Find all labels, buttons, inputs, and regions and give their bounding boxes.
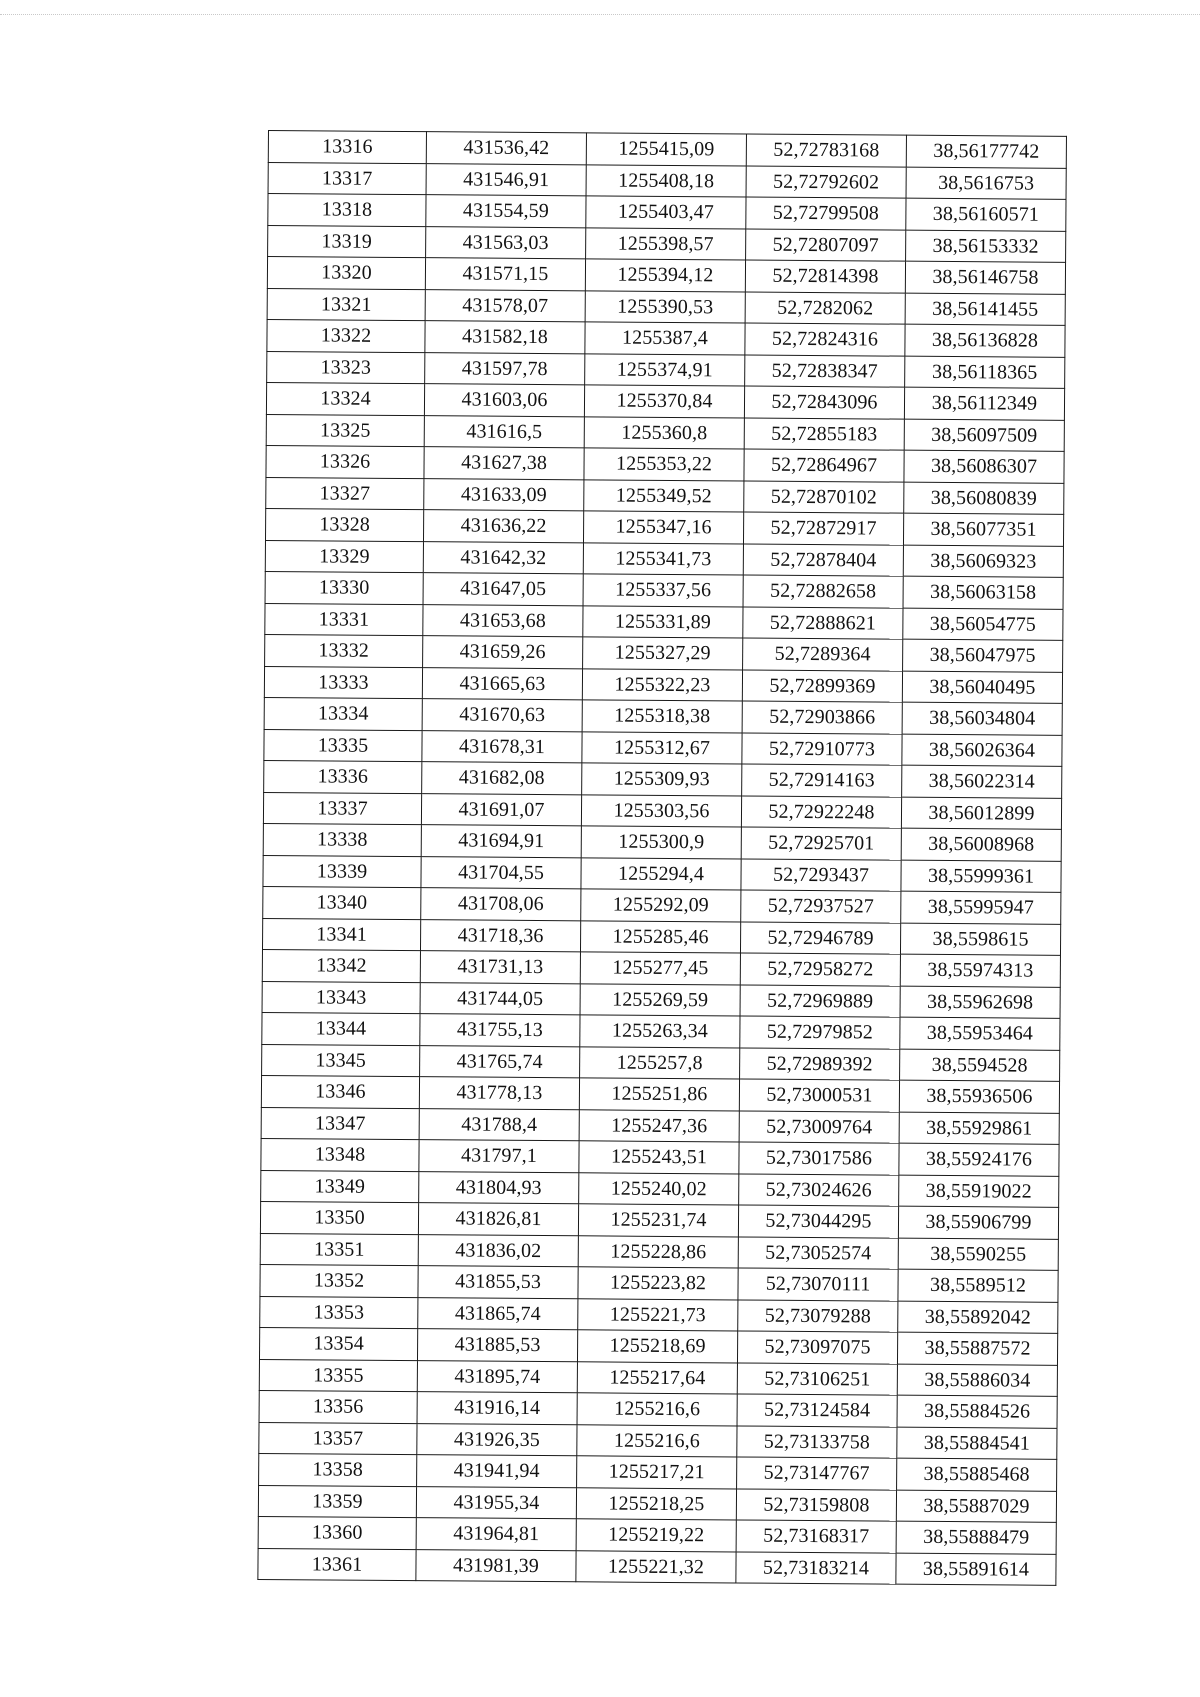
longitude-cell: 38,55884526: [897, 1395, 1057, 1428]
coordinates-table: [257, 130, 1067, 1586]
point-number-cell: 13353: [260, 1296, 418, 1329]
y-coordinate-cell: 1255394,12: [585, 259, 745, 292]
x-coordinate-cell: 431704,55: [421, 856, 581, 889]
y-coordinate-cell: 1255353,22: [584, 448, 744, 481]
latitude-cell: 52,7282062: [745, 292, 905, 325]
longitude-cell: 38,55936506: [899, 1080, 1059, 1113]
point-number-cell: 13327: [266, 477, 424, 510]
point-number-cell: 13332: [265, 634, 423, 667]
y-coordinate-cell: 1255263,34: [580, 1015, 740, 1048]
x-coordinate-cell: 431554,59: [426, 195, 586, 228]
x-coordinate-cell: 431670,63: [422, 699, 582, 732]
y-coordinate-cell: 1255216,6: [577, 1424, 737, 1457]
x-coordinate-cell: 431778,13: [419, 1077, 579, 1110]
y-coordinate-cell: 1255403,47: [586, 196, 746, 229]
latitude-cell: 52,72946789: [740, 921, 900, 954]
x-coordinate-cell: 431603,06: [424, 384, 584, 417]
longitude-cell: 38,55886034: [897, 1364, 1057, 1397]
latitude-cell: 52,72937527: [741, 890, 901, 923]
y-coordinate-cell: 1255349,52: [584, 479, 744, 512]
longitude-cell: 38,55892042: [898, 1301, 1058, 1334]
point-number-cell: 13359: [258, 1485, 416, 1518]
longitude-cell: 38,5598615: [900, 923, 1060, 956]
y-coordinate-cell: 1255257,8: [580, 1046, 740, 1079]
x-coordinate-cell: 431694,91: [421, 825, 581, 858]
y-coordinate-cell: 1255300,9: [581, 826, 741, 859]
x-coordinate-cell: 431563,03: [426, 226, 586, 259]
x-coordinate-cell: 431708,06: [421, 888, 581, 921]
longitude-cell: 38,56097509: [904, 419, 1064, 452]
x-coordinate-cell: 431682,08: [422, 762, 582, 795]
y-coordinate-cell: 1255277,45: [580, 952, 740, 985]
longitude-cell: 38,56077351: [903, 513, 1063, 546]
y-coordinate-cell: 1255374,91: [585, 353, 745, 386]
point-number-cell: 13326: [266, 445, 424, 478]
point-number-cell: 13356: [259, 1390, 417, 1423]
point-number-cell: 13320: [267, 257, 425, 290]
point-number-cell: 13323: [267, 351, 425, 384]
y-coordinate-cell: 1255223,82: [578, 1267, 738, 1300]
latitude-cell: 52,72899369: [742, 669, 902, 702]
x-coordinate-cell: 431731,13: [420, 951, 580, 984]
latitude-cell: 52,72989392: [740, 1047, 900, 1080]
point-number-cell: 13348: [261, 1138, 419, 1171]
latitude-cell: 52,7289364: [743, 638, 903, 671]
point-number-cell: 13321: [267, 288, 425, 321]
x-coordinate-cell: 431744,05: [420, 982, 580, 1015]
x-coordinate-cell: 431765,74: [420, 1045, 580, 1078]
x-coordinate-cell: 431678,31: [422, 730, 582, 763]
latitude-cell: 52,73168317: [736, 1520, 896, 1553]
point-number-cell: 13325: [266, 414, 424, 447]
y-coordinate-cell: 1255292,09: [581, 889, 741, 922]
x-coordinate-cell: 431788,4: [419, 1108, 579, 1141]
longitude-cell: 38,56177742: [906, 135, 1066, 168]
latitude-cell: 52,73024626: [739, 1173, 899, 1206]
x-coordinate-cell: 431855,53: [418, 1266, 578, 1299]
latitude-cell: 52,72922248: [741, 795, 901, 828]
longitude-cell: 38,55887572: [897, 1332, 1057, 1365]
y-coordinate-cell: 1255341,73: [583, 542, 743, 575]
y-coordinate-cell: 1255390,53: [585, 290, 745, 323]
x-coordinate-cell: 431647,05: [423, 573, 583, 606]
point-number-cell: 13331: [265, 603, 423, 636]
x-coordinate-cell: 431964,81: [416, 1518, 576, 1551]
point-number-cell: 13333: [264, 666, 422, 699]
y-coordinate-cell: 1255219,22: [576, 1519, 736, 1552]
longitude-cell: 38,55884541: [897, 1427, 1057, 1460]
y-coordinate-cell: 1255217,64: [577, 1361, 737, 1394]
latitude-cell: 52,72814398: [745, 260, 905, 293]
latitude-cell: 52,72882658: [743, 575, 903, 608]
latitude-cell: 52,73009764: [739, 1110, 899, 1143]
latitude-cell: 52,72872917: [743, 512, 903, 545]
point-number-cell: 13354: [259, 1327, 417, 1360]
y-coordinate-cell: 1255398,57: [586, 227, 746, 260]
x-coordinate-cell: 431636,22: [423, 510, 583, 543]
x-coordinate-cell: 431836,02: [418, 1234, 578, 1267]
y-coordinate-cell: 1255312,67: [582, 731, 742, 764]
point-number-cell: 13346: [261, 1075, 419, 1108]
x-coordinate-cell: 431571,15: [425, 258, 585, 291]
y-coordinate-cell: 1255303,56: [581, 794, 741, 827]
x-coordinate-cell: 431546,91: [426, 163, 586, 196]
point-number-cell: 13341: [262, 918, 420, 951]
longitude-cell: 38,56136828: [905, 324, 1065, 357]
latitude-cell: 52,72958272: [740, 953, 900, 986]
x-coordinate-cell: 431642,32: [423, 541, 583, 574]
longitude-cell: 38,56141455: [905, 293, 1065, 326]
point-number-cell: 13318: [268, 194, 426, 227]
longitude-cell: 38,5594528: [900, 1049, 1060, 1082]
latitude-cell: 52,72864967: [744, 449, 904, 482]
y-coordinate-cell: 1255327,29: [583, 637, 743, 670]
y-coordinate-cell: 1255269,59: [580, 983, 740, 1016]
longitude-cell: 38,5616753: [906, 167, 1066, 200]
longitude-cell: 38,56146758: [905, 261, 1065, 294]
y-coordinate-cell: 1255322,23: [582, 668, 742, 701]
point-number-cell: 13316: [268, 131, 426, 164]
x-coordinate-cell: 431916,14: [417, 1392, 577, 1425]
latitude-cell: 52,72878404: [743, 543, 903, 576]
longitude-cell: 38,55962698: [900, 986, 1060, 1019]
point-number-cell: 13328: [265, 508, 423, 541]
longitude-cell: 38,5590255: [898, 1238, 1058, 1271]
x-coordinate-cell: 431659,26: [423, 636, 583, 669]
y-coordinate-cell: 1255318,38: [582, 700, 742, 733]
y-coordinate-cell: 1255247,36: [579, 1109, 739, 1142]
longitude-cell: 38,56022314: [902, 765, 1062, 798]
longitude-cell: 38,56054775: [903, 608, 1063, 641]
y-coordinate-cell: 1255337,56: [583, 574, 743, 607]
latitude-cell: 52,72870102: [744, 480, 904, 513]
x-coordinate-cell: 431826,81: [418, 1203, 578, 1236]
x-coordinate-cell: 431597,78: [425, 352, 585, 385]
y-coordinate-cell: 1255415,09: [586, 133, 746, 166]
longitude-cell: 38,55919022: [899, 1175, 1059, 1208]
x-coordinate-cell: 431797,1: [419, 1140, 579, 1173]
longitude-cell: 38,56063158: [903, 576, 1063, 609]
x-coordinate-cell: 431865,74: [418, 1297, 578, 1330]
point-number-cell: 13330: [265, 571, 423, 604]
y-coordinate-cell: 1255360,8: [584, 416, 744, 449]
longitude-cell: 38,56026364: [902, 734, 1062, 767]
longitude-cell: 38,55887029: [896, 1490, 1056, 1523]
point-number-cell: 13349: [261, 1170, 419, 1203]
point-number-cell: 13339: [263, 855, 421, 888]
point-number-cell: 13350: [260, 1201, 418, 1234]
point-number-cell: 13358: [259, 1453, 417, 1486]
point-number-cell: 13343: [262, 981, 420, 1014]
longitude-cell: 38,56040495: [902, 671, 1062, 704]
latitude-cell: 52,72843096: [744, 386, 904, 419]
x-coordinate-cell: 431653,68: [423, 604, 583, 637]
point-number-cell: 13352: [260, 1264, 418, 1297]
latitude-cell: 52,72824316: [745, 323, 905, 356]
latitude-cell: 52,73159808: [736, 1488, 896, 1521]
longitude-cell: 38,55995947: [901, 891, 1061, 924]
latitude-cell: 52,72914163: [742, 764, 902, 797]
longitude-cell: 38,56153332: [906, 230, 1066, 263]
latitude-cell: 52,72910773: [742, 732, 902, 765]
y-coordinate-cell: 1255251,86: [579, 1078, 739, 1111]
latitude-cell: 52,72903866: [742, 701, 902, 734]
y-coordinate-cell: 1255294,4: [581, 857, 741, 890]
point-number-cell: 13337: [263, 792, 421, 825]
point-number-cell: 13324: [266, 382, 424, 415]
y-coordinate-cell: 1255218,69: [577, 1330, 737, 1363]
point-number-cell: 13319: [268, 225, 426, 258]
y-coordinate-cell: 1255216,6: [577, 1393, 737, 1426]
point-number-cell: 13347: [261, 1107, 419, 1140]
longitude-cell: 38,55953464: [900, 1017, 1060, 1050]
y-coordinate-cell: 1255309,93: [582, 763, 742, 796]
longitude-cell: 38,55999361: [901, 860, 1061, 893]
latitude-cell: 52,73147767: [737, 1457, 897, 1490]
x-coordinate-cell: 431804,93: [419, 1171, 579, 1204]
point-number-cell: 13344: [262, 1012, 420, 1045]
latitude-cell: 52,72969889: [740, 984, 900, 1017]
x-coordinate-cell: 431616,5: [424, 415, 584, 448]
longitude-cell: 38,56112349: [904, 387, 1064, 420]
point-number-cell: 13351: [260, 1233, 418, 1266]
longitude-cell: 38,56047975: [903, 639, 1063, 672]
longitude-cell: 38,56069323: [903, 545, 1063, 578]
longitude-cell: 38,56118365: [905, 356, 1065, 389]
latitude-cell: 52,72925701: [741, 827, 901, 860]
longitude-cell: 38,56008968: [901, 828, 1061, 861]
point-number-cell: 13345: [262, 1044, 420, 1077]
latitude-cell: 52,73133758: [737, 1425, 897, 1458]
latitude-cell: 52,72979852: [740, 1016, 900, 1049]
latitude-cell: 52,7293437: [741, 858, 901, 891]
latitude-cell: 52,73106251: [737, 1362, 897, 1395]
point-number-cell: 13329: [265, 540, 423, 573]
y-coordinate-cell: 1255331,89: [583, 605, 743, 638]
x-coordinate-cell: 431582,18: [425, 321, 585, 354]
longitude-cell: 38,55924176: [899, 1143, 1059, 1176]
x-coordinate-cell: 431941,94: [417, 1455, 577, 1488]
latitude-cell: 52,73079288: [738, 1299, 898, 1332]
y-coordinate-cell: 1255243,51: [579, 1141, 739, 1174]
table-row: [258, 1548, 1056, 1585]
longitude-cell: 38,55888479: [896, 1521, 1056, 1554]
y-coordinate-cell: 1255347,16: [583, 511, 743, 544]
longitude-cell: 38,55974313: [900, 954, 1060, 987]
latitude-cell: 52,73052574: [738, 1236, 898, 1269]
longitude-cell: 38,56086307: [904, 450, 1064, 483]
point-number-cell: 13360: [258, 1516, 416, 1549]
y-coordinate-cell: 1255228,86: [578, 1235, 738, 1268]
x-coordinate-cell: 431895,74: [417, 1360, 577, 1393]
latitude-cell: 52,72783168: [746, 134, 906, 167]
longitude-cell: 38,55885468: [897, 1458, 1057, 1491]
longitude-cell: 38,55906799: [898, 1206, 1058, 1239]
latitude-cell: 52,73000531: [739, 1079, 899, 1112]
latitude-cell: 52,72855183: [744, 417, 904, 450]
latitude-cell: 52,73183214: [736, 1551, 896, 1584]
point-number-cell: 13342: [262, 949, 420, 982]
x-coordinate-cell: 431926,35: [417, 1423, 577, 1456]
x-coordinate-cell: 431755,13: [420, 1014, 580, 1047]
longitude-cell: 38,5589512: [898, 1269, 1058, 1302]
y-coordinate-cell: 1255285,46: [580, 920, 740, 953]
y-coordinate-cell: 1255387,4: [585, 322, 745, 355]
latitude-cell: 52,72792602: [746, 166, 906, 199]
latitude-cell: 52,72888621: [743, 606, 903, 639]
point-number-cell: 13322: [267, 319, 425, 352]
point-number-cell: 13355: [259, 1359, 417, 1392]
latitude-cell: 52,72838347: [745, 355, 905, 388]
y-coordinate-cell: 1255408,18: [586, 164, 746, 197]
x-coordinate-cell: 431578,07: [425, 289, 585, 322]
y-coordinate-cell: 1255218,25: [576, 1487, 736, 1520]
y-coordinate-cell: 1255217,21: [577, 1456, 737, 1489]
latitude-cell: 52,73070111: [738, 1268, 898, 1301]
x-coordinate-cell: 431981,39: [416, 1549, 576, 1582]
latitude-cell: 52,73097075: [737, 1331, 897, 1364]
y-coordinate-cell: 1255221,32: [576, 1550, 736, 1583]
latitude-cell: 52,73044295: [738, 1205, 898, 1238]
x-coordinate-cell: 431718,36: [420, 919, 580, 952]
latitude-cell: 52,72807097: [746, 229, 906, 262]
x-coordinate-cell: 431536,42: [426, 132, 586, 165]
point-number-cell: 13334: [264, 697, 422, 730]
longitude-cell: 38,56080839: [904, 482, 1064, 515]
point-number-cell: 13361: [258, 1548, 416, 1581]
x-coordinate-cell: 431955,34: [416, 1486, 576, 1519]
longitude-cell: 38,56160571: [906, 198, 1066, 231]
y-coordinate-cell: 1255370,84: [584, 385, 744, 418]
y-coordinate-cell: 1255240,02: [579, 1172, 739, 1205]
point-number-cell: 13336: [264, 760, 422, 793]
x-coordinate-cell: 431627,38: [424, 447, 584, 480]
coordinates-table-body: [258, 131, 1067, 1586]
latitude-cell: 52,72799508: [746, 197, 906, 230]
latitude-cell: 52,73017586: [739, 1142, 899, 1175]
longitude-cell: 38,55891614: [896, 1553, 1056, 1586]
point-number-cell: 13357: [259, 1422, 417, 1455]
x-coordinate-cell: 431633,09: [424, 478, 584, 511]
longitude-cell: 38,55929861: [899, 1112, 1059, 1145]
point-number-cell: 13338: [263, 823, 421, 856]
longitude-cell: 38,56034804: [902, 702, 1062, 735]
y-coordinate-cell: 1255221,73: [578, 1298, 738, 1331]
point-number-cell: 13340: [263, 886, 421, 919]
x-coordinate-cell: 431885,53: [417, 1329, 577, 1362]
y-coordinate-cell: 1255231,74: [578, 1204, 738, 1237]
point-number-cell: 13317: [268, 162, 426, 195]
longitude-cell: 38,56012899: [901, 797, 1061, 830]
x-coordinate-cell: 431691,07: [421, 793, 581, 826]
latitude-cell: 52,73124584: [737, 1394, 897, 1427]
point-number-cell: 13335: [264, 729, 422, 762]
x-coordinate-cell: 431665,63: [422, 667, 582, 700]
